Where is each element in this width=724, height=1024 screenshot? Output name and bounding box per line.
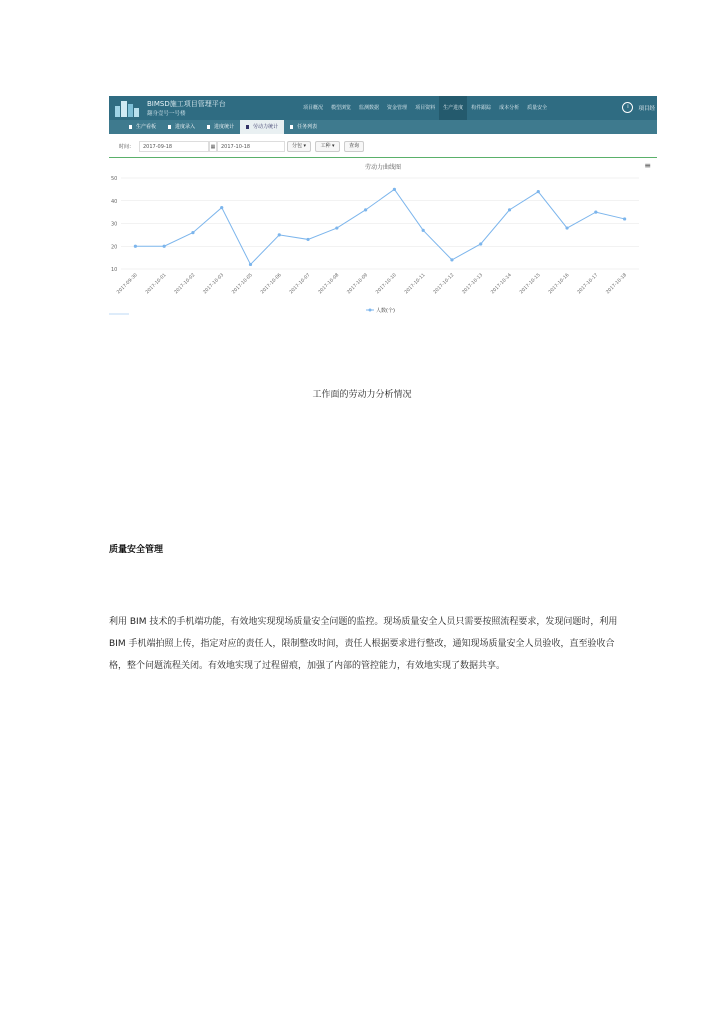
app-title: BIMSD施工项目管理平台 — [147, 100, 226, 108]
embedded-screenshot — [109, 96, 657, 316]
bookmark-icon — [129, 125, 132, 129]
figure-caption: 工作面的劳动力分析情况 — [312, 390, 412, 400]
y-tick-label: 40 — [111, 198, 118, 205]
x-tick-label: 2017-10-16 — [548, 272, 571, 296]
divider — [109, 157, 657, 158]
filter-bar — [109, 138, 657, 156]
building-logo-icon — [113, 98, 141, 118]
x-tick-label: 2017-10-08 — [317, 272, 341, 296]
data-point — [508, 208, 511, 211]
sub-tab-label: 进度统计 — [214, 124, 235, 130]
nav-item[interactable]: 项目资料 — [415, 105, 436, 111]
x-tick-label: 2017-10-02 — [173, 272, 197, 296]
subcontract-dropdown[interactable]: 分包 ▾ — [287, 141, 311, 152]
data-point — [364, 208, 367, 211]
data-point — [134, 245, 137, 248]
time-label: 时间： — [119, 144, 135, 150]
data-point — [479, 242, 482, 245]
x-tick-label: 2017-10-06 — [260, 272, 283, 296]
sub-tab[interactable] — [284, 120, 323, 134]
sub-navbar — [109, 120, 657, 134]
nav-item[interactable]: 质量安全 — [527, 105, 548, 111]
data-point — [306, 238, 309, 241]
data-point — [335, 226, 338, 229]
data-point — [450, 258, 453, 261]
x-tick-label: 2017-09-30 — [116, 272, 139, 296]
bookmark-icon — [207, 125, 210, 129]
query-button[interactable]: 查询 — [344, 141, 364, 152]
x-tick-label: 2017-10-01 — [145, 272, 168, 296]
x-tick-label: 2017-10-13 — [461, 272, 485, 296]
end-date-input[interactable]: 2017-10-18 — [217, 141, 285, 152]
sub-tabs — [123, 120, 323, 134]
legend-label: 人数(个) — [376, 308, 395, 314]
bookmark-icon — [290, 125, 293, 129]
top-navbar — [109, 96, 657, 120]
x-tick-label: 2017-10-09 — [346, 272, 370, 296]
data-point — [191, 231, 194, 234]
x-tick-label: 2017-10-18 — [605, 272, 629, 296]
project-name: 翻身壹号一号楼 — [147, 111, 186, 117]
x-tick-label: 2017-10-05 — [231, 272, 254, 296]
x-tick-label: 2017-10-17 — [576, 272, 600, 296]
bookmark-icon — [246, 125, 249, 129]
labor-line-chart — [109, 172, 657, 316]
y-tick-label: 30 — [111, 221, 118, 228]
body-paragraph: 利用 BIM 技术的手机端功能，有效地实现现场质量安全问题的监控。现场质量安全人员只需要按照流程要求，发现问题时，利用 BIM 手机端拍照上传，指定对应的责任人，限制整改时间，责任人根据要求进行整改，通知现场质量安全人员验收，直至验收合格，整个问题流程关闭。有效地实现了过程留痕，加强了内部的管控能力，有效地实现了数据共享。 — [109, 617, 618, 671]
data-point — [249, 263, 252, 266]
data-point — [220, 206, 223, 209]
nav-item[interactable]: 项目概况 — [303, 105, 324, 111]
x-tick-label: 2017-10-07 — [289, 272, 312, 296]
sub-tab[interactable] — [240, 120, 284, 134]
data-point — [565, 226, 568, 229]
nav-item[interactable]: 监测数据 — [359, 105, 380, 111]
sub-tab-label: 进度录入 — [175, 124, 196, 130]
user-name: 项目经 — [638, 105, 655, 112]
legend-marker — [369, 309, 372, 312]
chart-menu-icon[interactable]: ≡ — [644, 161, 651, 170]
section-heading: 质量安全管理 — [109, 545, 164, 555]
bookmark-icon — [168, 125, 171, 129]
user-icon: i — [622, 102, 633, 113]
chart-title: 劳动力曲线图 — [364, 164, 401, 171]
sub-tab[interactable] — [201, 120, 240, 134]
start-date-input[interactable]: 2017-09-18 — [139, 141, 209, 152]
y-tick-label: 50 — [111, 176, 118, 182]
user-menu[interactable] — [622, 102, 655, 113]
x-tick-label: 2017-10-11 — [404, 272, 427, 296]
data-point — [278, 233, 281, 236]
nav-item[interactable]: 模型浏览 — [331, 105, 352, 111]
data-point — [537, 190, 540, 193]
sub-tab-label: 生产看板 — [136, 124, 157, 130]
nav-item[interactable]: 构件跟踪 — [471, 105, 492, 111]
x-tick-label: 2017-10-10 — [375, 272, 398, 296]
data-point — [393, 188, 396, 191]
sub-tab[interactable] — [162, 120, 201, 134]
nav-item[interactable]: 生产进度 — [439, 96, 467, 120]
calendar-icon[interactable]: ▦ — [209, 141, 217, 152]
x-tick-label: 2017-10-15 — [519, 272, 542, 296]
sub-tab[interactable] — [123, 120, 162, 134]
nav-item[interactable]: 资金管理 — [387, 105, 408, 111]
sub-tab-label: 劳动力统计 — [253, 124, 279, 130]
worktype-dropdown[interactable]: 工种 ▾ — [315, 141, 340, 152]
data-point — [422, 229, 425, 232]
data-point — [163, 245, 166, 248]
sub-tab-label: 任务列表 — [297, 124, 318, 130]
y-tick-label: 10 — [111, 267, 118, 273]
x-tick-label: 2017-10-03 — [202, 272, 226, 296]
data-point — [623, 217, 626, 220]
main-nav — [299, 96, 551, 120]
data-point — [594, 211, 597, 214]
y-tick-label: 20 — [111, 244, 118, 251]
nav-item[interactable]: 成本分析 — [499, 105, 520, 111]
x-tick-label: 2017-10-14 — [490, 272, 513, 296]
x-tick-label: 2017-10-12 — [432, 272, 456, 296]
